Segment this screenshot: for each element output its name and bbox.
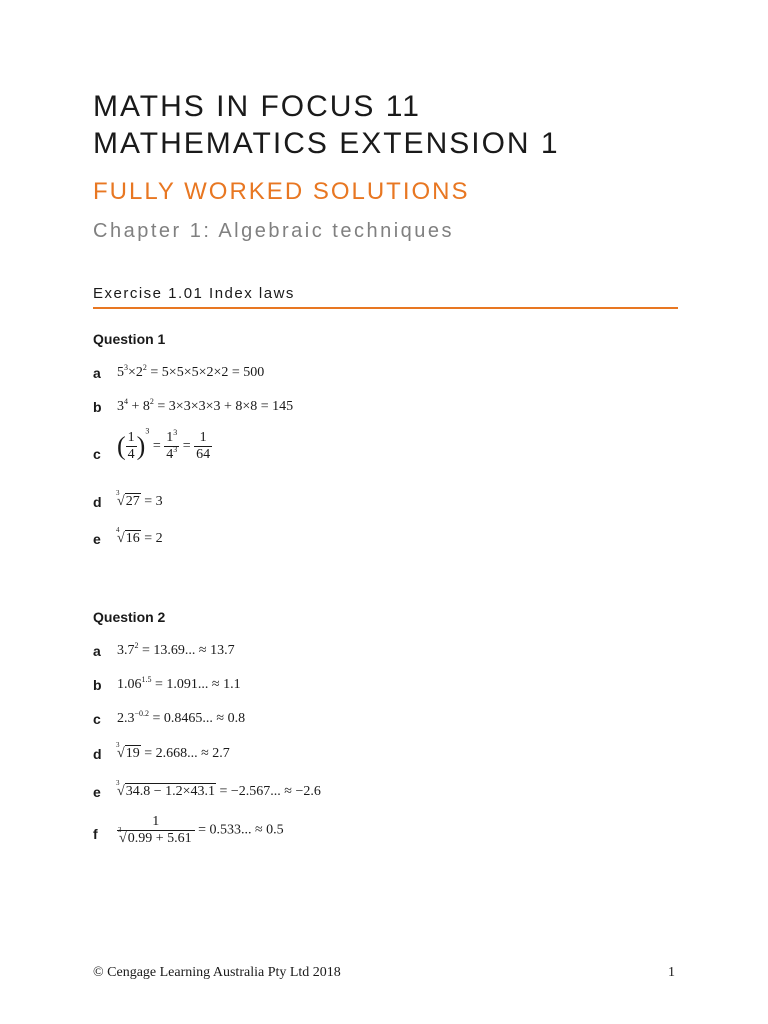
book-title: [93, 88, 560, 162]
q1-part-e-label: e: [93, 531, 101, 547]
copyright-footer: © Cengage Learning Australia Pty Ltd 2018: [93, 965, 341, 980]
page-number: 1: [668, 965, 675, 980]
question-1-heading: Question 1: [93, 331, 166, 347]
q2-part-e-label: e: [93, 784, 101, 800]
q1-part-a-label: a: [93, 365, 101, 381]
q1-part-b-solution: $3^4 + 8^2 = 3\times 3\times 3\times 3 + 8\times 8 = 145$: [117, 397, 294, 414]
q1-part-c-solution: ( $\frac{1}{4}$ )$^3$ = $\frac{1^3}{4^3}$ = $\frac{1}{64}$: [117, 426, 211, 462]
exercise-heading: Exercise 1.01 Index laws: [93, 285, 295, 302]
root-symbol: 4 √16: [116, 526, 140, 546]
q2-part-f-label: f: [93, 826, 98, 842]
q2-part-b-solution: $1.06^{1.5} = 1.091$... ≈ 1.1: [117, 675, 241, 692]
exercise-divider: [93, 307, 678, 309]
root-symbol: 3 √34.8 − 1.2×43.1: [116, 779, 215, 799]
q2-part-b-label: b: [93, 677, 102, 693]
q1-part-d-label: d: [93, 494, 102, 510]
root-symbol: 3 √27: [116, 489, 140, 509]
q1-part-e-solution: 4 √16 = 2: [116, 526, 163, 546]
q2-part-a-label: a: [93, 643, 101, 659]
book-title-line1: MATHS IN FOCUS 11: [93, 90, 421, 123]
chapter-heading: Chapter 1: Algebraic techniques: [93, 220, 455, 242]
solutions-subtitle: FULLY WORKED SOLUTIONS: [93, 178, 470, 205]
fraction: 1 3 √0.99 + 5.61: [117, 814, 195, 847]
root-symbol: 3 √19: [116, 741, 140, 761]
q2-part-c-label: c: [93, 711, 101, 727]
root-symbol: 3 √0.99 + 5.61: [118, 826, 192, 846]
q2-part-f-solution: 1 3 √0.99 + 5.61 = 0.533... ≈ 0.5: [118, 814, 284, 846]
book-title-line2: MATHEMATICS EXTENSION 1: [93, 127, 560, 160]
q1-part-a-solution: $5^3\times 2^2 = 5\times 5\times 5\times 2\times 2 = 500$: [117, 363, 265, 380]
fraction: $\frac{1}{4}$: [127, 430, 135, 462]
fraction: $\frac{1^3}{4^3}$: [166, 428, 178, 462]
q1-part-c-label: c: [93, 446, 101, 462]
fraction: $\frac{1}{64}$: [196, 430, 211, 462]
q2-part-e-solution: 3 √34.8 − 1.2×43.1 = −2.567... ≈ −2.6: [116, 779, 321, 799]
q2-part-d-solution: 3 √19 = 2.668... ≈ 2.7: [116, 741, 230, 761]
q1-part-d-solution: 3 √27 = 3: [116, 489, 163, 509]
q2-part-c-solution: $2.3^{-0.2} = 0.8465$... ≈ 0.8: [117, 709, 246, 726]
q2-part-a-solution: $3.7^2 = 13.69$... ≈ 13.7: [117, 641, 235, 658]
q2-part-d-label: d: [93, 746, 102, 762]
q1-part-b-label: b: [93, 399, 102, 415]
question-2-heading: Question 2: [93, 609, 166, 625]
